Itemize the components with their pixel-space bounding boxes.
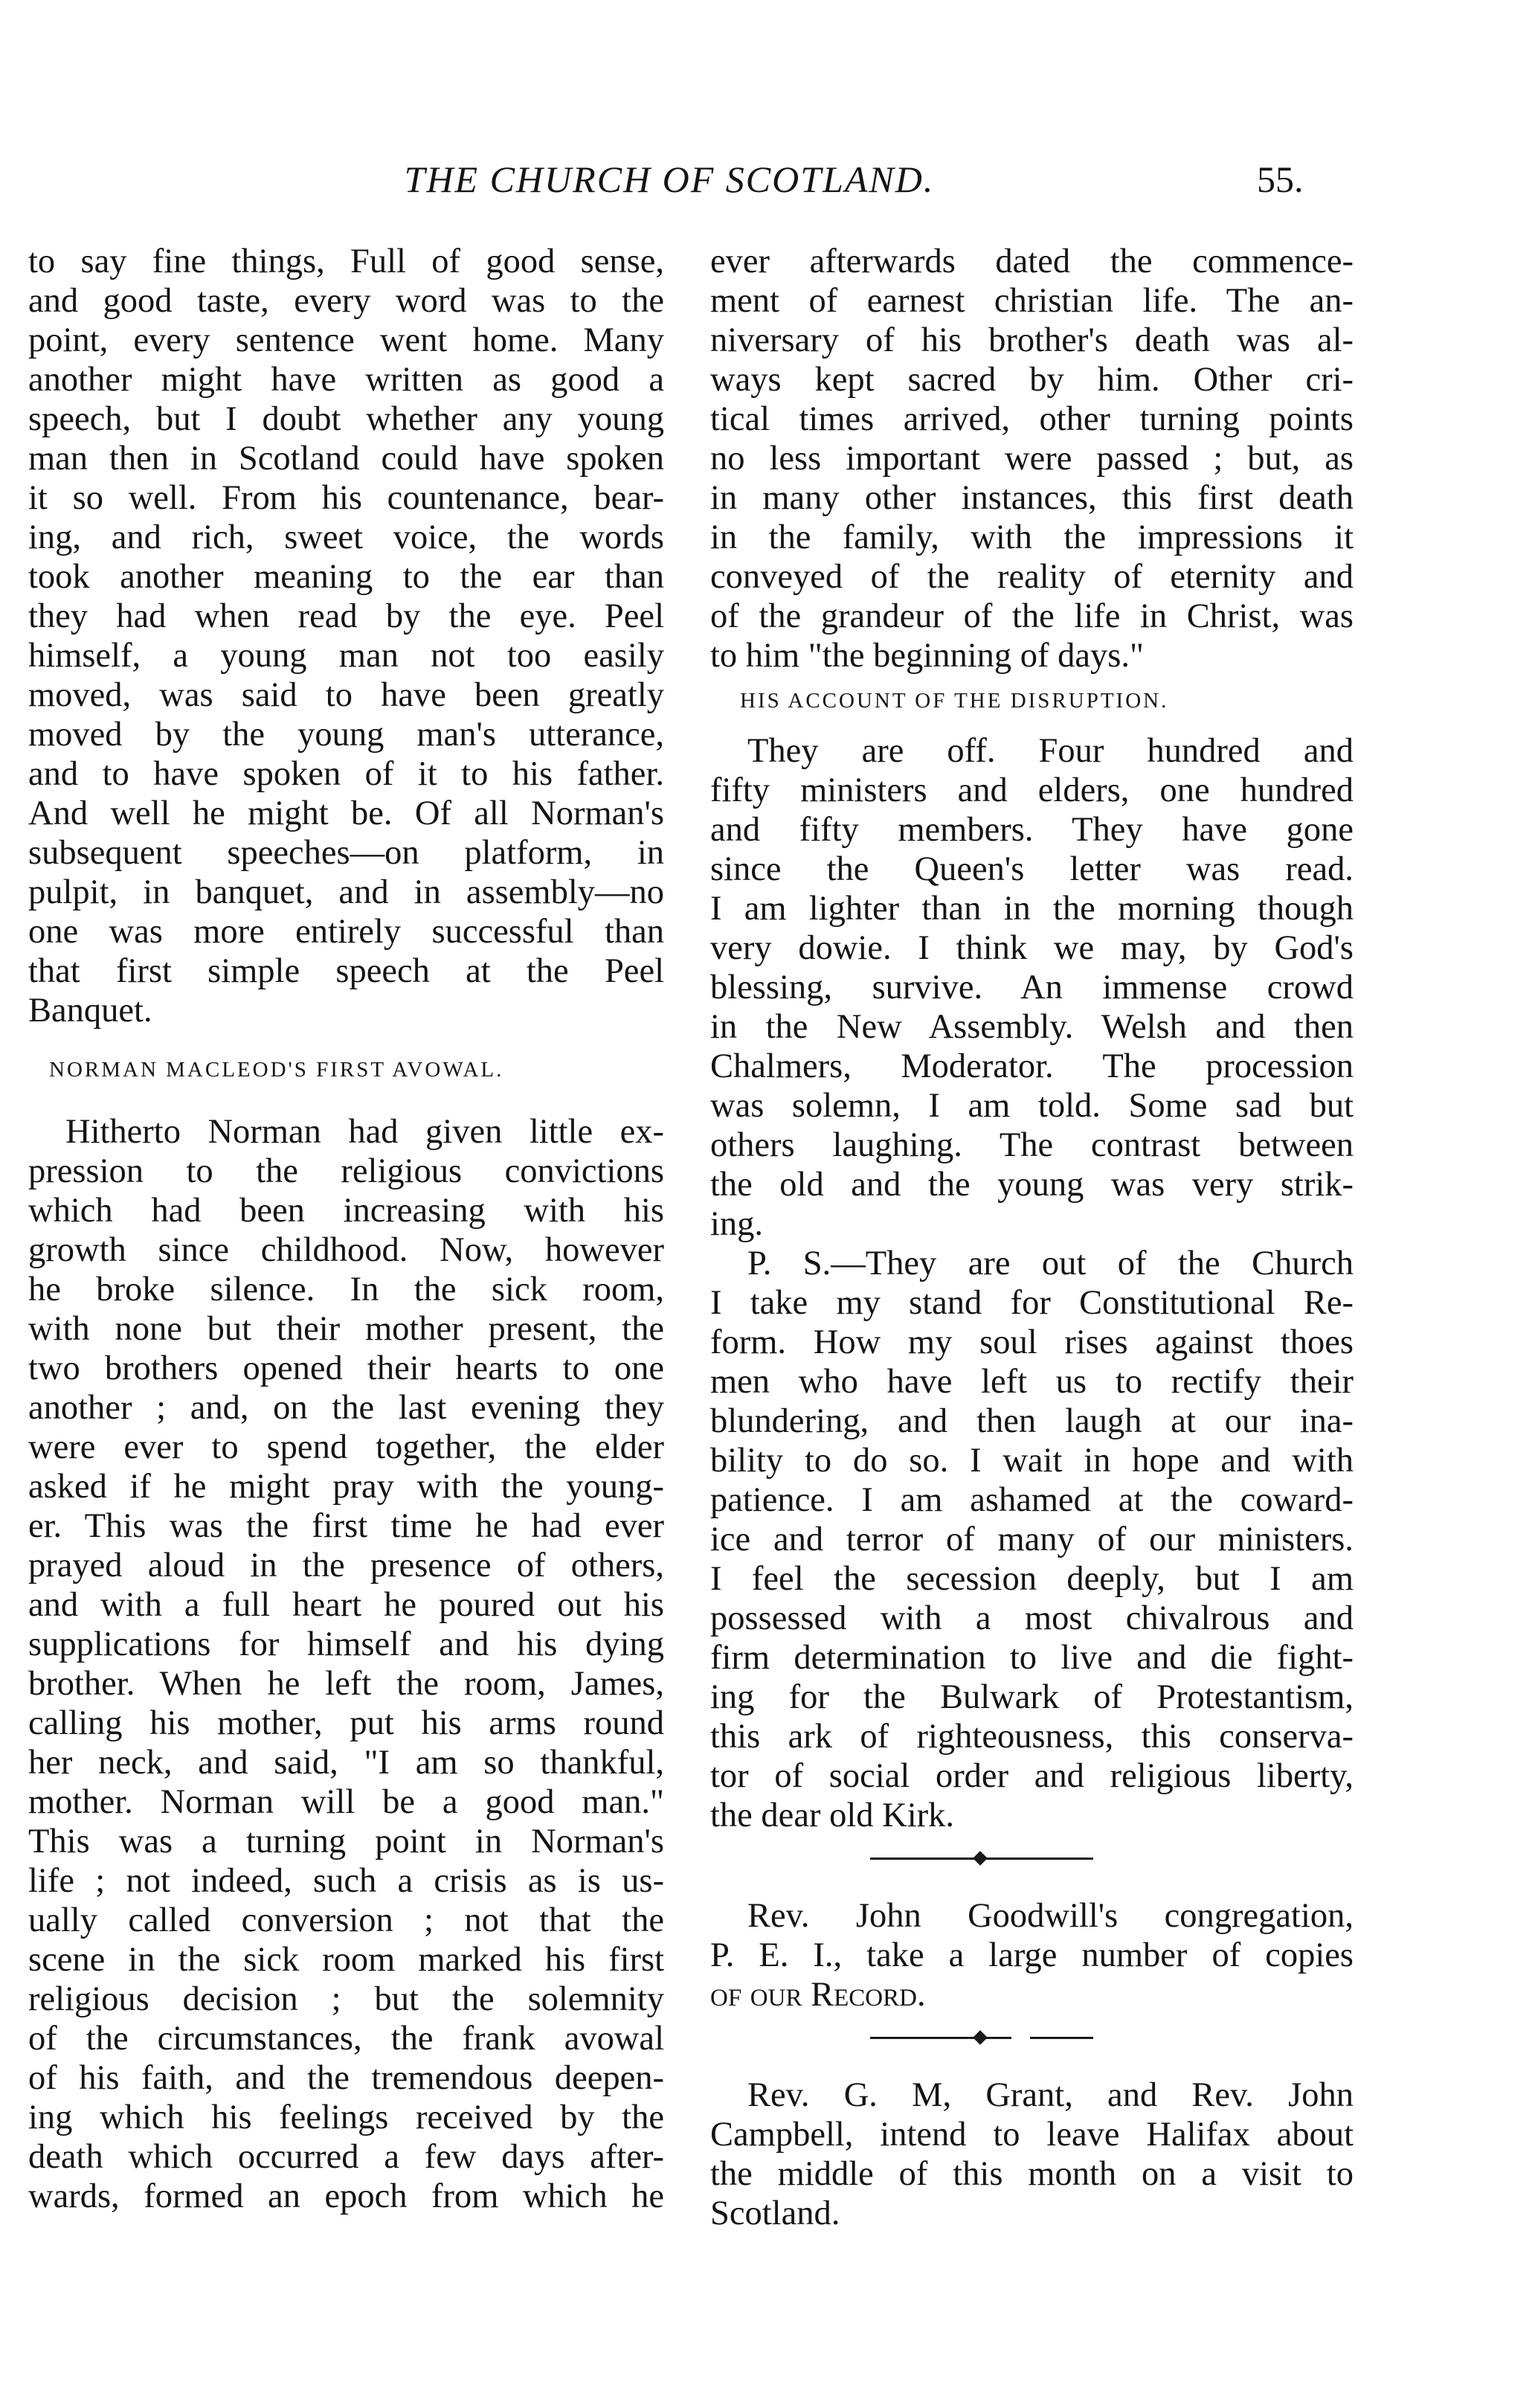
text-line: patience. I am ashamed at the coward-: [710, 1481, 1354, 1519]
text-line: moved by the young man's utterance,: [28, 716, 664, 754]
text-line: I take my stand for Constitutional Re-: [710, 1284, 1354, 1322]
text-line: with none but their mother present, the: [28, 1310, 664, 1348]
text-line: This was a turning point in Norman's: [28, 1823, 664, 1860]
text-line: ing for the Bulwark of Protestantism,: [710, 1678, 1354, 1716]
text-line: to say fine things, Full of good sense,: [28, 243, 664, 280]
text-line: this ark of righteousness, this conserva-: [710, 1718, 1354, 1756]
left-column: [28, 242, 664, 2216]
text-line: death which occurred a few days after-: [28, 2138, 664, 2176]
text-line: calling his mother, put his arms round: [28, 1704, 664, 1742]
text-line: tor of social order and religious liberty,: [710, 1757, 1354, 1795]
text-line: form. How my soul rises against thoes: [710, 1323, 1354, 1361]
text-line: since the Queen's letter was read.: [710, 850, 1354, 888]
text-line: ing.: [710, 1205, 764, 1243]
text-line: of his faith, and the tremendous deepen-: [28, 2059, 664, 2097]
text-line: ice and terror of many of our ministers.: [710, 1521, 1354, 1558]
text-line: very dowie. I think we may, by God's: [710, 929, 1354, 967]
text-line: himself, a young man not too easily: [28, 637, 664, 675]
text-line: ever afterwards dated the commence-: [710, 243, 1354, 280]
text-line: supplications for himself and his dying: [28, 1625, 664, 1663]
paragraph-first-avowal: [28, 1112, 664, 2216]
text-line: others laughing. The contrast between: [710, 1126, 1354, 1164]
text-line: which had been increasing with his: [28, 1192, 664, 1230]
section-heading-disruption: HIS ACCOUNT OF THE DISRUPTION.: [740, 689, 1169, 713]
divider-rule: [1030, 2037, 1093, 2039]
text-line: and with a full heart he poured out his: [28, 1586, 664, 1624]
text-line: and fifty members. They have gone: [710, 811, 1354, 849]
text-line: wards, formed an epoch from which he: [28, 2177, 664, 2215]
text-line: the middle of this month on a visit to: [710, 2155, 1354, 2193]
ornamental-divider: [710, 1835, 1354, 1883]
text-line: Chalmers, Moderator. The procession: [710, 1047, 1354, 1085]
text-line: man then in Scotland could have spoken: [28, 440, 664, 478]
running-head-title: THE CHURCH OF SCOTLAND.: [404, 158, 935, 200]
text-line: another ; and, on the last evening they: [28, 1389, 664, 1427]
divider-diamond-ornament: [973, 2030, 988, 2045]
text-line: prayed aloud in the presence of others,: [28, 1547, 664, 1585]
text-line: were ever to spend together, the elder: [28, 1428, 664, 1466]
text-line: ways kept sacred by him. Other cri-: [710, 361, 1354, 399]
paragraph-peel-banquet: [28, 242, 664, 1030]
text-line: one was more entirely successful than: [28, 913, 664, 951]
text-line: I am lighter than in the morning though: [710, 890, 1354, 928]
right-column: [710, 242, 1354, 2233]
text-line: it so well. From his countenance, bear-: [28, 479, 664, 517]
text-line: blundering, and then laugh at our ina-: [710, 1402, 1354, 1440]
notice-goodwill-congregation: [710, 1896, 1354, 2014]
text-line: mother. Norman will be a good man.": [28, 1783, 664, 1821]
text-line: Scotland.: [710, 2195, 840, 2232]
text-line: of the circumstances, the frank avowal: [28, 2020, 664, 2058]
text-line: point, every sentence went home. Many: [28, 321, 664, 359]
text-line: growth since childhood. Now, however: [28, 1231, 664, 1269]
text-line: niversary of his brother's death was al-: [710, 321, 1354, 359]
text-line: moved, was said to have been greatly: [28, 676, 664, 714]
text-line: asked if he might pray with the young-: [28, 1468, 664, 1506]
text-line: two brothers opened their hearts to one: [28, 1349, 664, 1387]
text-line: Rev. G. M, Grant, and Rev. John: [747, 2076, 1354, 2114]
text-line: was solemn, I am told. Some sad but: [710, 1087, 1354, 1125]
text-line: bility to do so. I wait in hope and with: [710, 1442, 1354, 1480]
text-line: he broke silence. In the sick room,: [28, 1271, 664, 1309]
paragraph-disruption: [710, 731, 1354, 1244]
text-line: her neck, and said, "I am so thankful,: [28, 1744, 664, 1782]
text-line: took another meaning to the ear than: [28, 558, 664, 596]
divider-diamond-ornament: [973, 1851, 988, 1866]
text-line: ing which his feelings received by the: [28, 2099, 664, 2136]
text-line: in many other instances, this first death: [710, 479, 1354, 517]
text-line: Hitherto Norman had given little ex-: [65, 1113, 664, 1151]
text-line: possessed with a most chivalrous and: [710, 1599, 1354, 1637]
text-line: conveyed of the reality of eternity and: [710, 558, 1354, 596]
text-line: P. E. I., take a large number of copies: [710, 1936, 1354, 1974]
text-line: I feel the secession deeply, but I am: [710, 1560, 1354, 1598]
text-line: Rev. John Goodwill's congregation,: [747, 1897, 1354, 1935]
text-line: ment of earnest christian life. The an-: [710, 282, 1354, 320]
text-line: Banquet.: [28, 992, 152, 1030]
text-line: firm determination to live and die fight-: [710, 1639, 1354, 1677]
text-line: of our Record.: [710, 1976, 926, 2014]
text-line: pression to the religious convictions: [28, 1152, 664, 1190]
text-line: Campbell, intend to leave Halifax about: [710, 2116, 1354, 2154]
text-line: life ; not indeed, such a crisis as is us-: [28, 1862, 664, 1900]
notice-grant-campbell: [710, 2075, 1354, 2233]
text-line: religious decision ; but the solemnity: [28, 1980, 664, 2018]
section-heading-first-avowal: NORMAN MACLEOD'S FIRST AVOWAL.: [49, 1058, 504, 1082]
text-line: ing, and rich, sweet voice, the words: [28, 518, 664, 556]
text-line: They are off. Four hundred and: [747, 732, 1354, 770]
text-line: of the grandeur of the life in Christ, was: [710, 597, 1354, 635]
divider-rule: [870, 2037, 1011, 2039]
text-line: men who have left us to rectify their: [710, 1363, 1354, 1401]
text-line: subsequent speeches—on platform, in: [28, 834, 664, 872]
text-line: the old and the young was very strik-: [710, 1166, 1354, 1204]
text-line: scene in the sick room marked his first: [28, 1941, 664, 1979]
text-line: in the family, with the impressions it: [710, 518, 1354, 556]
text-line: and to have spoken of it to his father.: [28, 755, 664, 793]
paragraph-postscript: [710, 1244, 1354, 1835]
paragraph-brothers-death: [710, 242, 1354, 675]
text-line: pulpit, in banquet, and in assembly—no: [28, 873, 664, 911]
text-line: blessing, survive. An immense crowd: [710, 969, 1354, 1006]
ornamental-divider: [710, 2014, 1354, 2062]
text-line: another might have written as good a: [28, 361, 664, 399]
page-number: 55.: [1257, 158, 1304, 200]
text-line: to him "the beginning of days.": [710, 637, 1144, 675]
text-line: speech, but I doubt whether any young: [28, 400, 664, 438]
text-line: no less important were passed ; but, as: [710, 440, 1354, 478]
text-line: fifty ministers and elders, one hundred: [710, 771, 1354, 809]
text-line: they had when read by the eye. Peel: [28, 597, 664, 635]
text-line: tical times arrived, other turning points: [710, 400, 1354, 438]
text-line: brother. When he left the room, James,: [28, 1665, 664, 1703]
text-line: the dear old Kirk.: [710, 1797, 954, 1834]
text-line: in the New Assembly. Welsh and then: [710, 1008, 1354, 1046]
text-line: er. This was the first time he had ever: [28, 1507, 664, 1545]
text-line: that first simple speech at the Peel: [28, 952, 664, 990]
text-line: P. S.—They are out of the Church: [747, 1245, 1354, 1282]
text-line: and good taste, every word was to the: [28, 282, 664, 320]
text-line: And well he might be. Of all Norman's: [28, 794, 664, 832]
text-line: ually called conversion ; not that the: [28, 1901, 664, 1939]
